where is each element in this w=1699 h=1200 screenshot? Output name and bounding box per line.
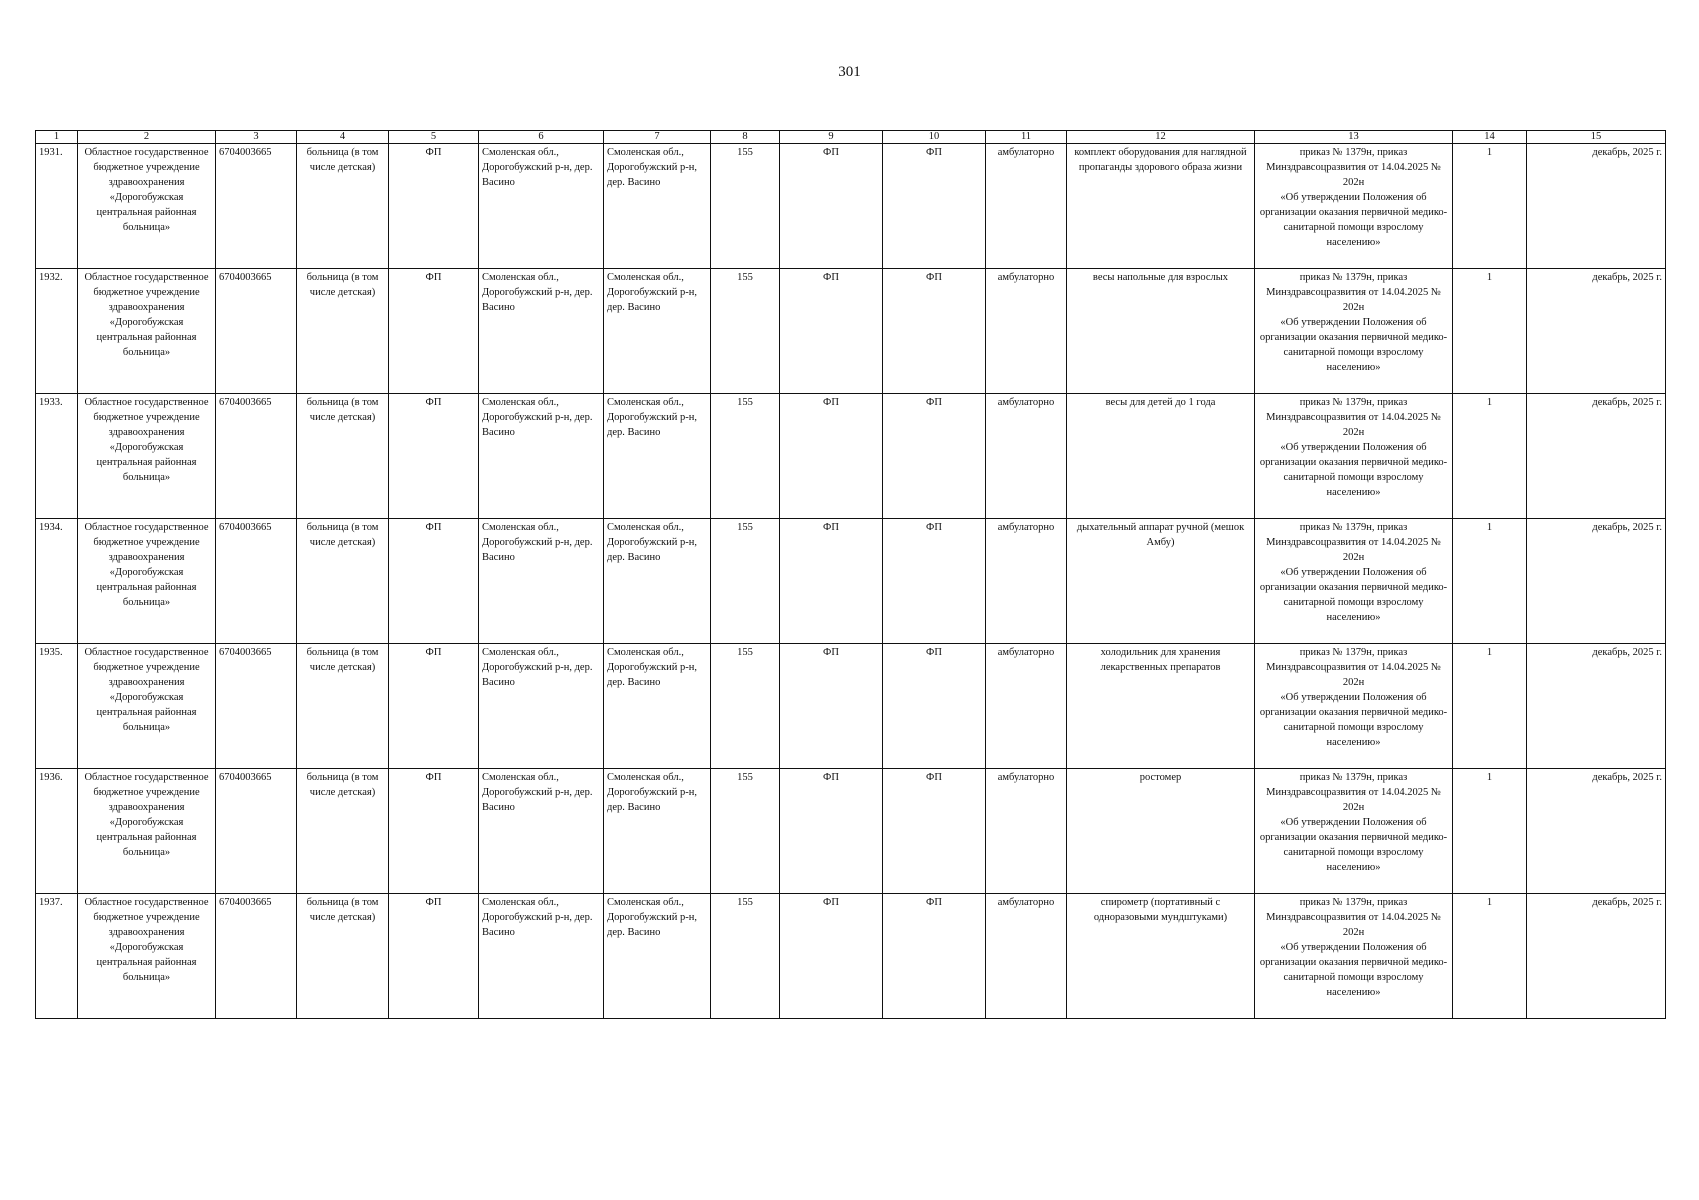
address: Смоленская обл., Дорогобужский р-н, дер. Васино bbox=[479, 644, 604, 769]
order-reference: приказ № 1379н, приказ Минздравсоцразвития от 14.04.2025 № 202н bbox=[1266, 522, 1441, 563]
organization-name: Областное государственное бюджетное учреждение здравоохранения «Дорогобужская центральная районная больница» bbox=[78, 894, 216, 1019]
unit-type: ФП bbox=[780, 894, 883, 1019]
equipment-name: ростомер bbox=[1067, 769, 1255, 894]
header-row bbox=[36, 131, 1666, 144]
facility-type: больница (в том числе детская) bbox=[297, 144, 389, 269]
deadline: декабрь, 2025 г. bbox=[1527, 269, 1666, 394]
table-row bbox=[36, 144, 1666, 269]
facility-type: больница (в том числе детская) bbox=[297, 894, 389, 1019]
equipment-name: дыхательный аппарат ручной (мешок Амбу) bbox=[1067, 519, 1255, 644]
address: Смоленская обл., Дорогобужский р-н, дер. Васино bbox=[479, 269, 604, 394]
equipment-table bbox=[35, 130, 1666, 1019]
order-reference: приказ № 1379н, приказ Минздравсоцразвития от 14.04.2025 № 202н bbox=[1266, 147, 1441, 188]
column-header: 14 bbox=[1453, 131, 1527, 144]
unit-type: ФП bbox=[780, 769, 883, 894]
order-title: «Об утверждении Положения об организации оказания первичной медико-санитарной помощи взрослому населению» bbox=[1259, 442, 1448, 498]
column-header: 9 bbox=[780, 131, 883, 144]
order-title: «Об утверждении Положения об организации оказания первичной медико-санитарной помощи взрослому населению» bbox=[1259, 817, 1448, 873]
order-title: «Об утверждении Положения об организации оказания первичной медико-санитарной помощи взрослому населению» bbox=[1259, 317, 1448, 373]
address: Смоленская обл., Дорогобужский р-н, дер. Васино bbox=[479, 144, 604, 269]
equipment-name: комплект оборудования для наглядной пропаганды здорового образа жизни bbox=[1067, 144, 1255, 269]
legal-basis bbox=[1255, 644, 1453, 769]
inn: 6704003665 bbox=[216, 144, 297, 269]
unit-type: ФП bbox=[883, 519, 986, 644]
deadline: декабрь, 2025 г. bbox=[1527, 894, 1666, 1019]
facility-type: больница (в том числе детская) bbox=[297, 394, 389, 519]
legal-basis bbox=[1255, 394, 1453, 519]
care-mode: амбулаторно bbox=[986, 644, 1067, 769]
order-title: «Об утверждении Положения об организации оказания первичной медико-санитарной помощи взрослому населению» bbox=[1259, 192, 1448, 248]
unit-type: ФП bbox=[389, 519, 479, 644]
deadline: декабрь, 2025 г. bbox=[1527, 519, 1666, 644]
organization-name: Областное государственное бюджетное учреждение здравоохранения «Дорогобужская центральная районная больница» bbox=[78, 144, 216, 269]
inn: 6704003665 bbox=[216, 269, 297, 394]
organization-name: Областное государственное бюджетное учреждение здравоохранения «Дорогобужская центральная районная больница» bbox=[78, 644, 216, 769]
legal-basis bbox=[1255, 269, 1453, 394]
unit-type: ФП bbox=[389, 144, 479, 269]
column-header: 15 bbox=[1527, 131, 1666, 144]
address: Смоленская обл., Дорогобужский р-н, дер. Васино bbox=[604, 394, 711, 519]
order-title: «Об утверждении Положения об организации оказания первичной медико-санитарной помощи взрослому населению» bbox=[1259, 692, 1448, 748]
unit-type: ФП bbox=[883, 769, 986, 894]
unit-type: ФП bbox=[780, 394, 883, 519]
facility-type: больница (в том числе детская) bbox=[297, 769, 389, 894]
care-mode: амбулаторно bbox=[986, 769, 1067, 894]
row-number: 1936. bbox=[36, 769, 78, 894]
table-row bbox=[36, 519, 1666, 644]
care-mode: амбулаторно bbox=[986, 519, 1067, 644]
quantity: 1 bbox=[1453, 269, 1527, 394]
order-reference: приказ № 1379н, приказ Минздравсоцразвития от 14.04.2025 № 202н bbox=[1266, 772, 1441, 813]
equipment-name: весы для детей до 1 года bbox=[1067, 394, 1255, 519]
legal-basis bbox=[1255, 519, 1453, 644]
order-reference: приказ № 1379н, приказ Минздравсоцразвития от 14.04.2025 № 202н bbox=[1266, 647, 1441, 688]
column-header: 11 bbox=[986, 131, 1067, 144]
deadline: декабрь, 2025 г. bbox=[1527, 769, 1666, 894]
unit-type: ФП bbox=[780, 144, 883, 269]
column-header: 4 bbox=[297, 131, 389, 144]
unit-type: ФП bbox=[780, 269, 883, 394]
unit-type: ФП bbox=[389, 269, 479, 394]
legal-basis bbox=[1255, 894, 1453, 1019]
row-number: 1937. bbox=[36, 894, 78, 1019]
care-mode: амбулаторно bbox=[986, 144, 1067, 269]
table-row bbox=[36, 269, 1666, 394]
inn: 6704003665 bbox=[216, 519, 297, 644]
order-reference: приказ № 1379н, приказ Минздравсоцразвития от 14.04.2025 № 202н bbox=[1266, 397, 1441, 438]
unit-type: ФП bbox=[883, 894, 986, 1019]
table-row bbox=[36, 644, 1666, 769]
order-reference: приказ № 1379н, приказ Минздравсоцразвития от 14.04.2025 № 202н bbox=[1266, 272, 1441, 313]
unit-type: ФП bbox=[389, 894, 479, 1019]
order-title: «Об утверждении Положения об организации оказания первичной медико-санитарной помощи взрослому населению» bbox=[1259, 567, 1448, 623]
quantity: 1 bbox=[1453, 644, 1527, 769]
column-header: 10 bbox=[883, 131, 986, 144]
row-number: 1933. bbox=[36, 394, 78, 519]
address: Смоленская обл., Дорогобужский р-н, дер. Васино bbox=[604, 269, 711, 394]
address: Смоленская обл., Дорогобужский р-н, дер. Васино bbox=[604, 519, 711, 644]
equipment-name: весы напольные для взрослых bbox=[1067, 269, 1255, 394]
unit-type: ФП bbox=[389, 394, 479, 519]
address: Смоленская обл., Дорогобужский р-н, дер. Васино bbox=[604, 644, 711, 769]
deadline: декабрь, 2025 г. bbox=[1527, 644, 1666, 769]
unit-type: ФП bbox=[780, 519, 883, 644]
column-header: 3 bbox=[216, 131, 297, 144]
code: 155 bbox=[711, 519, 780, 644]
column-header: 12 bbox=[1067, 131, 1255, 144]
row-number: 1931. bbox=[36, 144, 78, 269]
quantity: 1 bbox=[1453, 519, 1527, 644]
code: 155 bbox=[711, 394, 780, 519]
column-header: 8 bbox=[711, 131, 780, 144]
code: 155 bbox=[711, 144, 780, 269]
facility-type: больница (в том числе детская) bbox=[297, 644, 389, 769]
address: Смоленская обл., Дорогобужский р-н, дер. Васино bbox=[604, 769, 711, 894]
column-header: 6 bbox=[479, 131, 604, 144]
facility-type: больница (в том числе детская) bbox=[297, 519, 389, 644]
unit-type: ФП bbox=[883, 394, 986, 519]
row-number: 1932. bbox=[36, 269, 78, 394]
address: Смоленская обл., Дорогобужский р-н, дер. Васино bbox=[479, 769, 604, 894]
care-mode: амбулаторно bbox=[986, 269, 1067, 394]
quantity: 1 bbox=[1453, 769, 1527, 894]
deadline: декабрь, 2025 г. bbox=[1527, 394, 1666, 519]
inn: 6704003665 bbox=[216, 644, 297, 769]
unit-type: ФП bbox=[883, 144, 986, 269]
unit-type: ФП bbox=[389, 769, 479, 894]
table-row bbox=[36, 769, 1666, 894]
unit-type: ФП bbox=[883, 644, 986, 769]
legal-basis bbox=[1255, 769, 1453, 894]
code: 155 bbox=[711, 269, 780, 394]
column-header: 1 bbox=[36, 131, 78, 144]
deadline: декабрь, 2025 г. bbox=[1527, 144, 1666, 269]
address: Смоленская обл., Дорогобужский р-н, дер. Васино bbox=[604, 144, 711, 269]
organization-name: Областное государственное бюджетное учреждение здравоохранения «Дорогобужская центральная районная больница» bbox=[78, 269, 216, 394]
care-mode: амбулаторно bbox=[986, 894, 1067, 1019]
address: Смоленская обл., Дорогобужский р-н, дер. Васино bbox=[479, 519, 604, 644]
order-reference: приказ № 1379н, приказ Минздравсоцразвития от 14.04.2025 № 202н bbox=[1266, 897, 1441, 938]
column-header: 2 bbox=[78, 131, 216, 144]
care-mode: амбулаторно bbox=[986, 394, 1067, 519]
organization-name: Областное государственное бюджетное учреждение здравоохранения «Дорогобужская центральная районная больница» bbox=[78, 769, 216, 894]
facility-type: больница (в том числе детская) bbox=[297, 269, 389, 394]
page-number: 301 bbox=[838, 64, 861, 80]
inn: 6704003665 bbox=[216, 769, 297, 894]
quantity: 1 bbox=[1453, 894, 1527, 1019]
unit-type: ФП bbox=[780, 644, 883, 769]
organization-name: Областное государственное бюджетное учреждение здравоохранения «Дорогобужская центральная районная больница» bbox=[78, 519, 216, 644]
legal-basis bbox=[1255, 144, 1453, 269]
quantity: 1 bbox=[1453, 144, 1527, 269]
equipment-name: холодильник для хранения лекарственных препаратов bbox=[1067, 644, 1255, 769]
code: 155 bbox=[711, 894, 780, 1019]
table-row bbox=[36, 394, 1666, 519]
address: Смоленская обл., Дорогобужский р-н, дер. Васино bbox=[604, 894, 711, 1019]
unit-type: ФП bbox=[883, 269, 986, 394]
address: Смоленская обл., Дорогобужский р-н, дер. Васино bbox=[479, 894, 604, 1019]
equipment-name: спирометр (портативный с одноразовыми мундштуками) bbox=[1067, 894, 1255, 1019]
column-header: 13 bbox=[1255, 131, 1453, 144]
table-row bbox=[36, 894, 1666, 1019]
code: 155 bbox=[711, 769, 780, 894]
column-header: 5 bbox=[389, 131, 479, 144]
row-number: 1935. bbox=[36, 644, 78, 769]
quantity: 1 bbox=[1453, 394, 1527, 519]
inn: 6704003665 bbox=[216, 894, 297, 1019]
unit-type: ФП bbox=[389, 644, 479, 769]
row-number: 1934. bbox=[36, 519, 78, 644]
organization-name: Областное государственное бюджетное учреждение здравоохранения «Дорогобужская центральная районная больница» bbox=[78, 394, 216, 519]
order-title: «Об утверждении Положения об организации оказания первичной медико-санитарной помощи взрослому населению» bbox=[1259, 942, 1448, 998]
code: 155 bbox=[711, 644, 780, 769]
column-header: 7 bbox=[604, 131, 711, 144]
address: Смоленская обл., Дорогобужский р-н, дер. Васино bbox=[479, 394, 604, 519]
inn: 6704003665 bbox=[216, 394, 297, 519]
